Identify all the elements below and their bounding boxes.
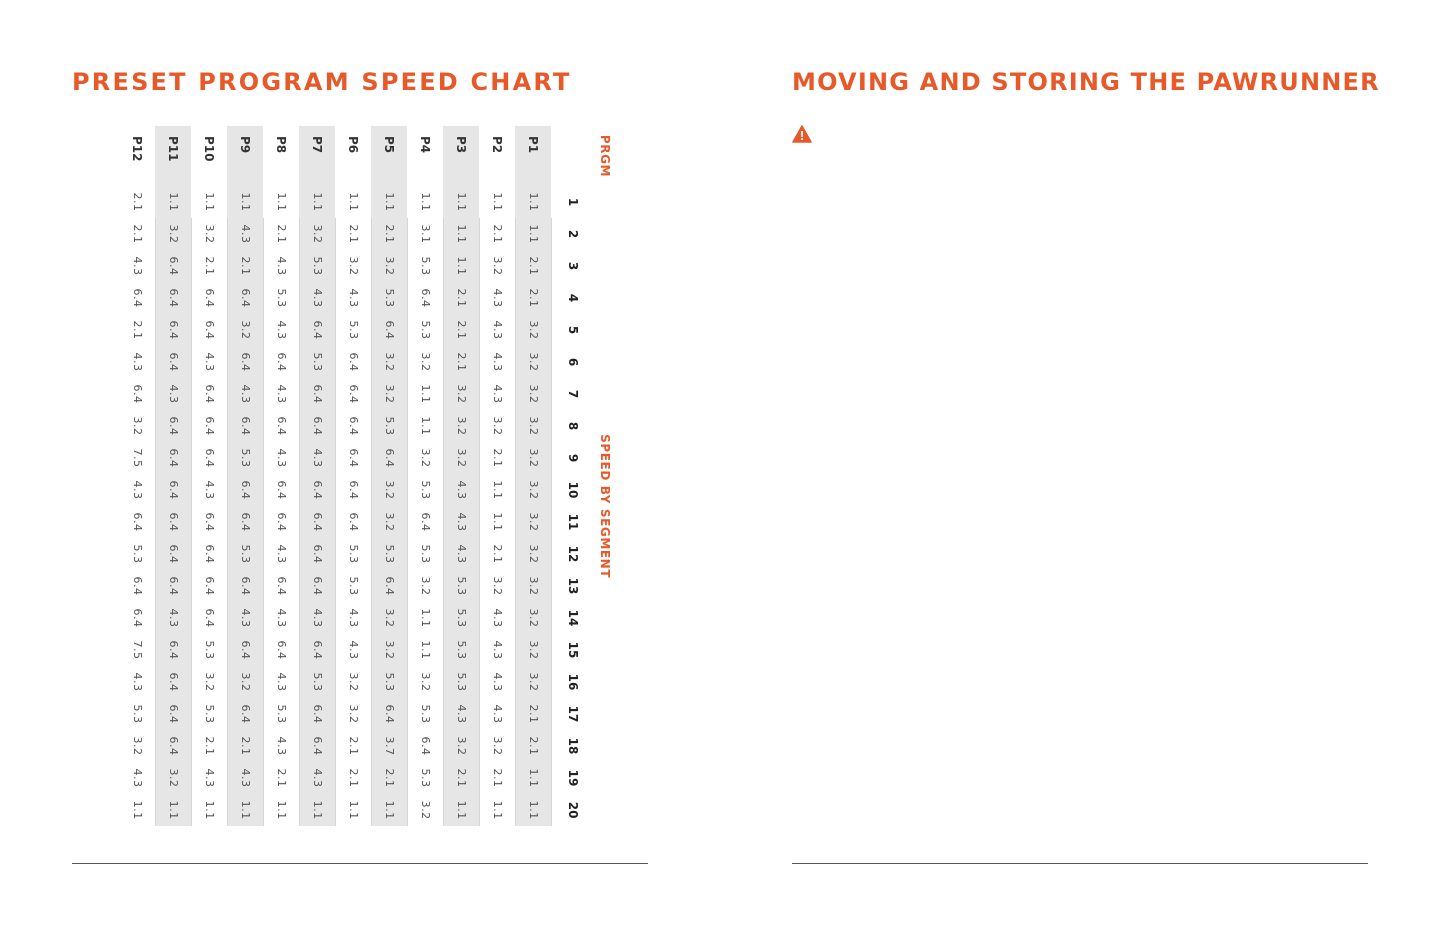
speed-value-cell: 4.3 [444, 474, 480, 506]
speed-value-cell: 1.1 [275, 192, 288, 212]
speed-value-cell: 1.1 [120, 794, 156, 826]
speed-value-cell: 3.2 [516, 506, 552, 538]
speed-value-cell: 2.1 [372, 762, 408, 794]
speed-value-cell: 6.4 [156, 474, 192, 506]
speed-value-cell: 1.1 [480, 474, 516, 506]
segment-number-header: 10 [566, 481, 580, 499]
speed-value-cell: 6.4 [336, 474, 372, 506]
speed-value-cell: 6.4 [120, 506, 156, 538]
program-column-header: PRGM [598, 134, 612, 178]
speed-value-cell: 4.3 [300, 442, 336, 474]
speed-value-cell: 2.1 [516, 250, 552, 282]
speed-value-cell: 6.4 [228, 474, 264, 506]
page-title-moving-storing: MOVING AND STORING THE PAWRUNNER [792, 68, 1380, 96]
speed-value-cell: 5.3 [444, 666, 480, 698]
speed-value-cell: 1.1 [156, 186, 192, 218]
segment-number-header: 2 [566, 229, 580, 239]
speed-value-cell: 3.2 [192, 218, 228, 250]
speed-value-cell: 4.3 [480, 634, 516, 666]
speed-value-cell: 3.2 [444, 442, 480, 474]
footer-divider-right [792, 863, 1368, 864]
speed-value-cell: 4.3 [480, 602, 516, 634]
program-label: P9 [228, 126, 264, 186]
segment-number-header: 12 [566, 545, 580, 563]
speed-chart-container [120, 126, 616, 826]
speed-value-cell: 6.4 [120, 602, 156, 634]
program-label: P7 [300, 126, 336, 186]
program-label: P4 [418, 136, 433, 154]
speed-value-cell: 4.3 [444, 506, 480, 538]
speed-value-cell: 5.3 [120, 538, 156, 570]
speed-value-cell: 4.3 [264, 314, 300, 346]
speed-value-cell: 6.4 [264, 570, 300, 602]
speed-value-cell: 5.3 [408, 474, 444, 506]
speed-value-cell: 4.3 [444, 538, 480, 570]
table-row [192, 126, 228, 826]
speed-value-cell: 1.1 [192, 794, 228, 826]
speed-value-cell: 4.3 [444, 698, 480, 730]
speed-value-cell: 4.3 [300, 762, 336, 794]
speed-value-cell: 1.1 [408, 410, 444, 442]
speed-value-cell: 4.3 [336, 602, 372, 634]
speed-value-cell: 2.1 [480, 218, 516, 250]
speed-value-cell: 2.1 [516, 730, 552, 762]
speed-value-cell: 3.2 [480, 250, 516, 282]
speed-value-cell: 6.4 [156, 506, 192, 538]
speed-value-cell: 2.1 [264, 762, 300, 794]
speed-value-cell: 5.3 [192, 634, 228, 666]
program-label: P2 [490, 136, 505, 154]
speed-value-cell: 2.1 [336, 218, 372, 250]
speed-value-cell: 4.3 [480, 666, 516, 698]
speed-value-cell: 1.1 [300, 794, 336, 826]
speed-value-cell: 3.2 [516, 634, 552, 666]
speed-value-cell: 3.2 [480, 410, 516, 442]
speed-value-cell: 4.3 [120, 346, 156, 378]
speed-value-cell: 2.1 [372, 218, 408, 250]
speed-value-cell: 1.1 [419, 192, 432, 212]
speed-value-cell: 1.1 [264, 794, 300, 826]
table-row [228, 126, 264, 826]
speed-value-cell: 6.4 [156, 314, 192, 346]
speed-value-cell: 3.2 [120, 730, 156, 762]
speed-value-cell: 3.1 [408, 218, 444, 250]
speed-value-cell: 6.4 [336, 506, 372, 538]
speed-value-cell: 6.4 [156, 666, 192, 698]
speed-value-cell: 3.2 [408, 346, 444, 378]
speed-value-cell: 3.2 [444, 410, 480, 442]
speed-value-cell: 3.2 [156, 762, 192, 794]
speed-value-cell: 4.3 [264, 442, 300, 474]
speed-value-cell: 1.1 [372, 794, 408, 826]
speed-value-cell: 6.4 [156, 442, 192, 474]
speed-value-cell: 4.3 [156, 602, 192, 634]
speed-value-cell: 2.1 [444, 314, 480, 346]
footer-divider-left [72, 863, 648, 864]
speed-value-cell: 4.3 [120, 762, 156, 794]
table-row [156, 126, 192, 826]
table-row [444, 126, 480, 826]
speed-value-cell: 3.2 [336, 250, 372, 282]
segment-number-header: 8 [566, 421, 580, 431]
segment-number-header: 5 [566, 325, 580, 335]
speed-value-cell: 2.1 [480, 442, 516, 474]
speed-value-cell: 4.3 [264, 378, 300, 410]
segment-row-spacer [552, 126, 595, 186]
speed-value-cell: 6.4 [192, 410, 228, 442]
speed-value-cell: 5.3 [336, 570, 372, 602]
speed-value-cell: 1.1 [491, 192, 504, 212]
segment-number-header: 15 [566, 641, 580, 659]
speed-value-cell: 6.4 [156, 698, 192, 730]
program-label: P8 [274, 136, 289, 154]
speed-value-cell: 4.3 [480, 378, 516, 410]
speed-value-cell: 5.3 [336, 538, 372, 570]
table-row [480, 126, 516, 826]
segment-number-header: 13 [566, 577, 580, 595]
speed-value-cell: 3.2 [516, 666, 552, 698]
speed-value-cell: 6.4 [300, 538, 336, 570]
speed-value-cell: 2.1 [444, 762, 480, 794]
speed-value-cell: 4.3 [480, 314, 516, 346]
speed-value-cell: 3.2 [516, 442, 552, 474]
speed-value-cell: 6.4 [156, 250, 192, 282]
speed-value-cell: 3.2 [372, 250, 408, 282]
speed-value-cell: 6.4 [192, 314, 228, 346]
speed-value-cell: 6.4 [300, 634, 336, 666]
speed-value-cell: 5.3 [192, 698, 228, 730]
speed-value-cell: 2.1 [264, 218, 300, 250]
speed-value-cell: 5.3 [336, 314, 372, 346]
speed-value-cell: 2.1 [516, 698, 552, 730]
segment-number-header: 18 [566, 737, 580, 755]
speed-value-cell: 3.2 [192, 666, 228, 698]
speed-value-cell: 6.4 [192, 570, 228, 602]
speed-value-cell: 5.3 [300, 666, 336, 698]
speed-value-cell: 1.1 [480, 794, 516, 826]
speed-value-cell: 7.5 [120, 442, 156, 474]
speed-value-cell: 6.4 [336, 410, 372, 442]
speed-value-cell: 3.2 [516, 378, 552, 410]
segment-number-header: 20 [566, 801, 580, 819]
speed-value-cell: 3.2 [336, 698, 372, 730]
speed-value-cell: 6.4 [336, 378, 372, 410]
speed-value-cell: 6.4 [156, 346, 192, 378]
program-label: P3 [444, 126, 480, 186]
speed-value-cell: 4.3 [120, 250, 156, 282]
speed-value-cell: 3.2 [372, 506, 408, 538]
speed-value-cell: 6.4 [300, 730, 336, 762]
speed-value-cell: 1.1 [444, 186, 480, 218]
segment-number-header: 7 [566, 389, 580, 399]
speed-value-cell: 3.2 [516, 410, 552, 442]
speed-value-cell: 5.3 [228, 538, 264, 570]
speed-value-cell: 4.3 [264, 666, 300, 698]
speed-value-cell: 5.3 [372, 282, 408, 314]
speed-value-cell: 2.1 [444, 346, 480, 378]
speed-value-cell: 6.4 [408, 730, 444, 762]
segment-number-header: 17 [566, 705, 580, 723]
program-label: P11 [156, 126, 192, 186]
speed-value-cell: 1.1 [408, 602, 444, 634]
speed-value-cell: 3.2 [156, 218, 192, 250]
speed-value-cell: 2.1 [131, 192, 144, 212]
speed-value-cell: 4.3 [300, 602, 336, 634]
speed-value-cell: 6.4 [156, 282, 192, 314]
speed-value-cell: 3.2 [444, 730, 480, 762]
program-label: P10 [202, 136, 217, 162]
segment-number-header: 9 [566, 453, 580, 463]
speed-value-cell: 7.5 [120, 634, 156, 666]
speed-value-cell: 6.4 [228, 570, 264, 602]
speed-value-cell: 1.1 [444, 794, 480, 826]
speed-value-cell: 6.4 [300, 314, 336, 346]
speed-value-cell: 5.3 [372, 666, 408, 698]
speed-value-cell: 5.3 [264, 282, 300, 314]
speed-value-cell: 4.3 [228, 762, 264, 794]
speed-value-cell: 6.4 [228, 506, 264, 538]
speed-value-cell: 6.4 [228, 634, 264, 666]
speed-value-cell: 6.4 [192, 506, 228, 538]
speed-value-cell: 3.2 [372, 634, 408, 666]
speed-value-cell: 6.4 [192, 282, 228, 314]
speed-value-cell: 6.4 [156, 410, 192, 442]
speed-value-cell: 4.3 [264, 250, 300, 282]
speed-value-cell: 6.4 [120, 378, 156, 410]
speed-value-cell: 3.2 [228, 314, 264, 346]
speed-value-cell: 5.3 [444, 634, 480, 666]
table-row [264, 126, 300, 826]
speed-value-cell: 6.4 [264, 506, 300, 538]
speed-value-cell: 1.1 [408, 634, 444, 666]
speed-value-cell: 2.1 [192, 250, 228, 282]
speed-value-cell: 1.1 [516, 762, 552, 794]
speed-value-cell: 5.3 [408, 250, 444, 282]
speed-value-cell: 1.1 [516, 794, 552, 826]
speed-value-cell: 4.3 [264, 730, 300, 762]
table-group-header-row [594, 126, 616, 826]
speed-value-cell: 6.4 [120, 282, 156, 314]
program-label: P5 [372, 126, 408, 186]
speed-value-cell: 6.4 [192, 602, 228, 634]
speed-value-cell: 6.4 [300, 506, 336, 538]
speed-value-cell: 1.1 [516, 186, 552, 218]
speed-value-cell: 3.2 [516, 538, 552, 570]
speed-value-cell: 6.4 [372, 442, 408, 474]
segment-number-header: 19 [566, 769, 580, 787]
warning-triangle-icon [792, 125, 812, 143]
table-row [408, 126, 444, 826]
speed-value-cell: 5.3 [300, 250, 336, 282]
speed-value-cell: 6.4 [300, 378, 336, 410]
speed-value-cell: 4.3 [264, 538, 300, 570]
speed-value-cell: 6.4 [336, 346, 372, 378]
speed-value-cell: 4.3 [120, 666, 156, 698]
speed-value-cell: 3.2 [408, 666, 444, 698]
speed-value-cell: 6.4 [192, 378, 228, 410]
speed-value-cell: 3.2 [372, 474, 408, 506]
speed-value-cell: 6.4 [228, 282, 264, 314]
speed-value-cell: 5.3 [120, 698, 156, 730]
speed-chart-table [120, 126, 617, 826]
speed-value-cell: 3.2 [408, 570, 444, 602]
program-label: P12 [130, 136, 145, 162]
speed-value-cell: 6.4 [300, 474, 336, 506]
speed-value-cell: 4.3 [120, 474, 156, 506]
speed-value-cell: 4.3 [156, 378, 192, 410]
speed-value-cell: 3.2 [300, 218, 336, 250]
speed-value-cell: 6.4 [228, 698, 264, 730]
speed-value-cell: 1.1 [228, 794, 264, 826]
speed-value-cell: 3.2 [444, 378, 480, 410]
speed-value-cell: 6.4 [192, 442, 228, 474]
speed-value-cell: 4.3 [336, 634, 372, 666]
speed-value-cell: 5.3 [372, 538, 408, 570]
segment-group-header: SPEED BY SEGMENT [598, 434, 612, 579]
speed-value-cell: 3.2 [516, 602, 552, 634]
speed-value-cell: 1.1 [347, 192, 360, 212]
speed-value-cell: 1.1 [516, 218, 552, 250]
table-row [300, 126, 336, 826]
speed-value-cell: 2.1 [516, 282, 552, 314]
speed-value-cell: 2.1 [444, 282, 480, 314]
speed-value-cell: 6.4 [300, 570, 336, 602]
program-label: P1 [516, 126, 552, 186]
speed-value-cell: 3.2 [480, 570, 516, 602]
speed-value-cell: 6.4 [264, 474, 300, 506]
speed-value-cell: 1.1 [444, 218, 480, 250]
speed-value-cell: 5.3 [444, 602, 480, 634]
speed-value-cell: 6.4 [300, 698, 336, 730]
speed-value-cell: 5.3 [408, 314, 444, 346]
speed-value-cell: 3.2 [516, 346, 552, 378]
speed-value-cell: 5.3 [408, 538, 444, 570]
speed-value-cell: 2.1 [228, 730, 264, 762]
speed-value-cell: 6.4 [156, 538, 192, 570]
speed-value-cell: 5.3 [228, 442, 264, 474]
speed-value-cell: 4.3 [228, 218, 264, 250]
speed-value-cell: 4.3 [300, 282, 336, 314]
speed-value-cell: 4.3 [480, 282, 516, 314]
speed-chart-body [120, 126, 552, 826]
speed-value-cell: 6.4 [264, 346, 300, 378]
speed-value-cell: 1.1 [300, 186, 336, 218]
speed-value-cell: 6.4 [156, 634, 192, 666]
speed-value-cell: 2.1 [480, 762, 516, 794]
speed-value-cell: 1.1 [336, 794, 372, 826]
speed-value-cell: 2.1 [120, 218, 156, 250]
speed-value-cell: 1.1 [372, 186, 408, 218]
speed-value-cell: 6.4 [228, 410, 264, 442]
table-row [336, 126, 372, 826]
speed-value-cell: 2.1 [336, 730, 372, 762]
speed-value-cell: 1.1 [203, 192, 216, 212]
speed-value-cell: 6.4 [264, 410, 300, 442]
speed-value-cell: 3.2 [228, 666, 264, 698]
segment-number-header: 3 [566, 261, 580, 271]
speed-value-cell: 3.2 [516, 570, 552, 602]
segment-number-header: 1 [565, 197, 580, 207]
speed-value-cell: 3.2 [480, 730, 516, 762]
speed-value-cell: 6.4 [300, 410, 336, 442]
speed-value-cell: 3.2 [372, 602, 408, 634]
speed-value-cell: 3.2 [372, 378, 408, 410]
speed-value-cell: 3.2 [408, 442, 444, 474]
program-label: P6 [346, 136, 361, 154]
segment-number-header: 4 [566, 293, 580, 303]
table-row [372, 126, 408, 826]
segment-number-header: 14 [566, 609, 580, 627]
speed-value-cell: 5.3 [264, 698, 300, 730]
speed-value-cell: 2.1 [480, 538, 516, 570]
speed-value-cell: 6.4 [228, 346, 264, 378]
speed-value-cell: 6.4 [372, 698, 408, 730]
speed-value-cell: 5.3 [300, 346, 336, 378]
speed-value-cell: 4.3 [336, 282, 372, 314]
speed-value-cell: 6.4 [408, 506, 444, 538]
speed-value-cell: 4.3 [228, 602, 264, 634]
speed-value-cell: 3.7 [372, 730, 408, 762]
speed-value-cell: 6.4 [408, 282, 444, 314]
page-title-speed-chart: PRESET PROGRAM SPEED CHART [72, 68, 572, 96]
segment-number-row [552, 126, 595, 826]
speed-value-cell: 6.4 [372, 314, 408, 346]
speed-value-cell: 4.3 [192, 346, 228, 378]
speed-value-cell: 6.4 [336, 442, 372, 474]
speed-value-cell: 4.3 [192, 762, 228, 794]
speed-value-cell: 2.1 [228, 250, 264, 282]
speed-value-cell: 2.1 [192, 730, 228, 762]
speed-value-cell: 6.4 [156, 730, 192, 762]
speed-value-cell: 3.2 [120, 410, 156, 442]
segment-number-header: 11 [566, 513, 580, 531]
speed-value-cell: 2.1 [336, 762, 372, 794]
speed-value-cell: 5.3 [372, 410, 408, 442]
speed-value-cell: 4.3 [228, 378, 264, 410]
speed-value-cell: 6.4 [192, 538, 228, 570]
speed-value-cell: 5.3 [408, 762, 444, 794]
speed-value-cell: 3.2 [516, 314, 552, 346]
speed-value-cell: 4.3 [264, 602, 300, 634]
speed-value-cell: 3.2 [372, 346, 408, 378]
speed-value-cell: 4.3 [480, 698, 516, 730]
speed-value-cell: 4.3 [192, 474, 228, 506]
segment-number-header: 6 [566, 357, 580, 367]
speed-value-cell: 3.2 [408, 794, 444, 826]
speed-value-cell: 1.1 [408, 378, 444, 410]
table-row [120, 126, 156, 826]
speed-value-cell: 1.1 [480, 506, 516, 538]
speed-value-cell: 6.4 [264, 634, 300, 666]
speed-value-cell: 1.1 [444, 250, 480, 282]
speed-value-cell: 2.1 [120, 314, 156, 346]
speed-value-cell: 3.2 [336, 666, 372, 698]
speed-value-cell: 6.4 [372, 570, 408, 602]
segment-number-header: 16 [566, 673, 580, 691]
speed-value-cell: 1.1 [228, 186, 264, 218]
speed-value-cell: 4.3 [480, 346, 516, 378]
speed-value-cell: 3.2 [516, 474, 552, 506]
table-row [516, 126, 552, 826]
speed-value-cell: 6.4 [120, 570, 156, 602]
speed-value-cell: 1.1 [156, 794, 192, 826]
speed-value-cell: 6.4 [156, 570, 192, 602]
speed-value-cell: 5.3 [408, 698, 444, 730]
speed-value-cell: 5.3 [444, 570, 480, 602]
